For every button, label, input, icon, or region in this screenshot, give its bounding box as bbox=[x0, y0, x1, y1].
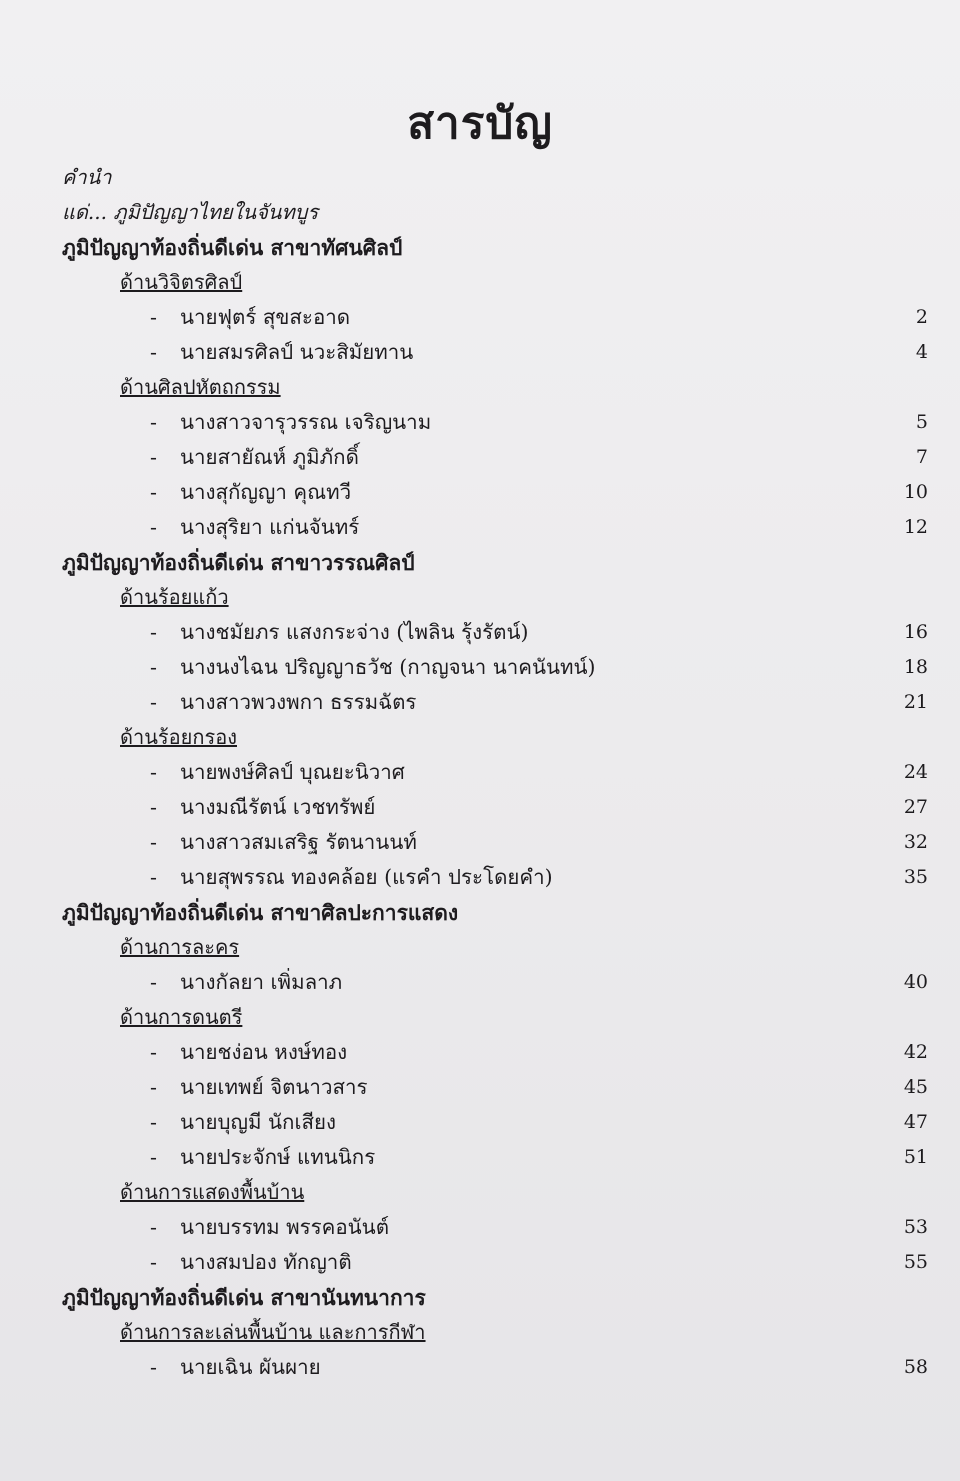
toc-entry-label: นางสุริยา แก่นจันทร์ bbox=[180, 515, 360, 539]
toc-entry-label: นางสาวพวงพกา ธรรมฉัตร bbox=[180, 690, 417, 714]
toc-category-heading bbox=[0, 930, 960, 965]
list-dash: - bbox=[150, 865, 157, 889]
toc-entry-label: นางสาวจารุวรรณ เจริญนาม bbox=[180, 410, 432, 434]
list-dash: - bbox=[150, 830, 157, 854]
table-of-contents bbox=[0, 160, 960, 1385]
page-number: 24 bbox=[903, 761, 928, 783]
list-dash: - bbox=[150, 340, 157, 364]
toc-category-heading bbox=[0, 720, 960, 755]
toc-category-heading bbox=[0, 370, 960, 405]
toc-entry-label: นางชมัยภร แสงกระจ่าง (ไพลิน รุ้งรัตน์) bbox=[180, 620, 529, 644]
page-number: 47 bbox=[903, 1111, 928, 1133]
page-number: 4 bbox=[915, 341, 928, 363]
toc-category-heading-label: ด้านศิลปหัตถกรรม bbox=[120, 375, 281, 399]
toc-entry bbox=[0, 300, 960, 335]
list-dash: - bbox=[150, 795, 157, 819]
page-number: 27 bbox=[903, 796, 928, 818]
toc-entry bbox=[0, 1035, 960, 1070]
toc-entry bbox=[0, 405, 960, 440]
list-dash: - bbox=[150, 1215, 157, 1239]
toc-entry bbox=[0, 1105, 960, 1140]
page-number: 2 bbox=[915, 306, 928, 328]
toc-entry bbox=[0, 1210, 960, 1245]
toc-section-heading bbox=[0, 545, 960, 580]
toc-section-heading-label: ภูมิปัญญาท้องถิ่นดีเด่น สาขานันทนาการ bbox=[62, 1285, 426, 1310]
toc-entry bbox=[0, 825, 960, 860]
toc-category-heading bbox=[0, 265, 960, 300]
list-dash: - bbox=[150, 410, 157, 434]
page-number: 55 bbox=[903, 1251, 928, 1273]
toc-entry-label: นายพงษ์ศิลป์ บุณยะนิวาศ bbox=[180, 760, 405, 784]
toc-category-heading-label: ด้านร้อยกรอง bbox=[120, 725, 237, 749]
list-dash: - bbox=[150, 305, 157, 329]
toc-entry bbox=[0, 965, 960, 1000]
list-dash: - bbox=[150, 1250, 157, 1274]
toc-entry-label: นายเฉิน ผันผาย bbox=[180, 1355, 321, 1379]
toc-category-heading-label: ด้านการละคร bbox=[120, 935, 240, 959]
page-number: 45 bbox=[903, 1076, 928, 1098]
list-dash: - bbox=[150, 690, 157, 714]
page-number: 58 bbox=[903, 1356, 928, 1378]
page-number: 16 bbox=[903, 621, 928, 643]
list-dash: - bbox=[150, 760, 157, 784]
toc-entry bbox=[0, 335, 960, 370]
toc-entry-label: นายสุพรรณ ทองคล้อย (แรคำ ประโดยคำ) bbox=[180, 865, 553, 889]
page-number: 21 bbox=[903, 691, 928, 713]
toc-entry-label: นายฟุตร์ สุขสะอาด bbox=[180, 305, 351, 329]
toc-intro-entry-label: แด่... ภูมิปัญญาไทยในจันทบูร bbox=[62, 200, 319, 224]
toc-entry-label: นางสมปอง ทักญาติ bbox=[180, 1250, 352, 1274]
list-dash: - bbox=[150, 1145, 157, 1169]
toc-section-heading bbox=[0, 1280, 960, 1315]
toc-entry bbox=[0, 860, 960, 895]
toc-section-heading-label: ภูมิปัญญาท้องถิ่นดีเด่น สาขาศิลปะการแสดง bbox=[62, 900, 459, 925]
page-number: 18 bbox=[903, 656, 928, 678]
toc-entry bbox=[0, 1245, 960, 1280]
toc-section-heading bbox=[0, 895, 960, 930]
toc-entry bbox=[0, 755, 960, 790]
toc-category-heading bbox=[0, 1315, 960, 1350]
toc-category-heading bbox=[0, 580, 960, 615]
list-dash: - bbox=[150, 620, 157, 644]
toc-entry-label: นายประจักษ์ แทนนิกร bbox=[180, 1145, 376, 1169]
list-dash: - bbox=[150, 1110, 157, 1134]
toc-entry bbox=[0, 790, 960, 825]
list-dash: - bbox=[150, 655, 157, 679]
toc-category-heading-label: ด้านการดนตรี bbox=[120, 1005, 243, 1029]
toc-entry-label: นางสาวสมเสริฐ รัตนานนท์ bbox=[180, 830, 417, 854]
page-number: 42 bbox=[903, 1041, 928, 1063]
page-number: 32 bbox=[903, 831, 928, 853]
toc-intro-entry bbox=[0, 195, 960, 230]
page-number: 12 bbox=[903, 516, 928, 538]
page-number: 51 bbox=[903, 1146, 928, 1168]
page-title: สารบัญ bbox=[407, 98, 553, 149]
toc-entry-label: นายเทพย์ จิตนาวสาร bbox=[180, 1075, 368, 1099]
toc-entry-label: นายชง่อน หงษ์ทอง bbox=[180, 1040, 348, 1064]
page-number: 5 bbox=[915, 411, 928, 433]
page-number: 35 bbox=[903, 866, 928, 888]
page-number: 40 bbox=[903, 971, 928, 993]
toc-section-heading-label: ภูมิปัญญาท้องถิ่นดีเด่น สาขาทัศนศิลป์ bbox=[62, 235, 403, 260]
page-number: 53 bbox=[903, 1216, 928, 1238]
list-dash: - bbox=[150, 480, 157, 504]
toc-category-heading-label: ด้านร้อยแก้ว bbox=[120, 585, 229, 609]
toc-entry bbox=[0, 1140, 960, 1175]
toc-entry bbox=[0, 440, 960, 475]
toc-entry-label: นางมณีรัตน์ เวชทรัพย์ bbox=[180, 795, 376, 819]
list-dash: - bbox=[150, 970, 157, 994]
page-number: 10 bbox=[903, 481, 928, 503]
toc-entry bbox=[0, 510, 960, 545]
list-dash: - bbox=[150, 1040, 157, 1064]
list-dash: - bbox=[150, 445, 157, 469]
toc-category-heading bbox=[0, 1000, 960, 1035]
toc-entry bbox=[0, 685, 960, 720]
list-dash: - bbox=[150, 1075, 157, 1099]
toc-entry bbox=[0, 615, 960, 650]
toc-entry-label: นายบรรทม พรรคอนันต์ bbox=[180, 1215, 390, 1239]
toc-entry-label: นางนงไฉน ปริญญาธวัช (กาญจนา นาคนันทน์) bbox=[180, 655, 596, 679]
toc-category-heading-label: ด้านการละเล่นพื้นบ้าน และการกีฬา bbox=[120, 1320, 426, 1344]
toc-entry-label: นายสมรศิลป์ นวะสิมัยทาน bbox=[180, 340, 414, 364]
list-dash: - bbox=[150, 515, 157, 539]
toc-category-heading-label: ด้านวิจิตรศิลป์ bbox=[120, 270, 243, 294]
toc-entry-label: นายสายัณห์ ภูมิภักดิ์ bbox=[180, 445, 359, 469]
toc-section-heading-label: ภูมิปัญญาท้องถิ่นดีเด่น สาขาวรรณศิลป์ bbox=[62, 550, 415, 575]
toc-entry bbox=[0, 1350, 960, 1385]
toc-entry-label: นายบุญมี นักเสียง bbox=[180, 1110, 337, 1134]
list-dash: - bbox=[150, 1355, 157, 1379]
toc-category-heading bbox=[0, 1175, 960, 1210]
toc-entry bbox=[0, 475, 960, 510]
toc-entry bbox=[0, 1070, 960, 1105]
toc-entry-label: นางกัลยา เพิ่มลาภ bbox=[180, 970, 343, 994]
toc-intro-entry-label: คำนำ bbox=[62, 165, 112, 189]
toc-entry-label: นางสุกัญญา คุณทวี bbox=[180, 480, 352, 504]
toc-intro-entry bbox=[0, 160, 960, 195]
toc-entry bbox=[0, 650, 960, 685]
toc-category-heading-label: ด้านการแสดงพื้นบ้าน bbox=[120, 1180, 305, 1204]
page-number: 7 bbox=[915, 446, 928, 468]
toc-section-heading bbox=[0, 230, 960, 265]
